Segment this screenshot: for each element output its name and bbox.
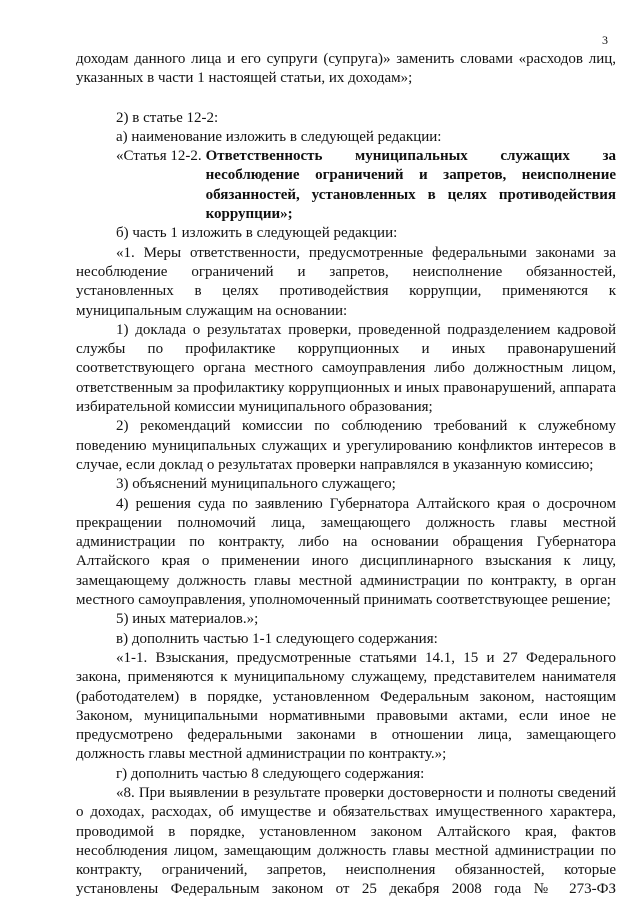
- article-title: [116, 147, 616, 224]
- paragraph: в) дополнить частью 1-1 следующего содержания:: [116, 630, 438, 647]
- paragraph: «1. Меры ответственности, предусмотренные федеральными законами за несоблюдение ограничений и запретов, неисполнение обязанностей, установленных в целях противодействия коррупции, применяются к муниципальным служащим на основании:: [76, 244, 616, 319]
- paragraph: г) дополнить частью 8 следующего содержания:: [116, 765, 425, 782]
- paragraph: 3) объяснений муниципального служащего;: [116, 476, 396, 493]
- article-title-text: Ответственность муниципальных служащих за несоблюдение ограничений и запретов, неисполнение обязанностей, установленных в целях противодействия коррупции»;: [205, 148, 616, 223]
- paragraph: 5) иных материалов.»;: [116, 611, 259, 628]
- paragraph: а) наименование изложить в следующей редакции:: [116, 128, 442, 145]
- paragraph: 2) рекомендаций комиссии по соблюдению требований к служебному поведению муниципальных служащих и урегулированию конфликтов интересов в случае, если доклад о результатах проверки направлялся в указанную комиссию;: [76, 418, 616, 473]
- paragraph: 1) доклада о результатах проверки, проведенной подразделением кадровой службы по профилактике коррупционных и иных правонарушений соответствующего органа местного самоуправления либо должностным лицом, ответственным за профилактику коррупционных и иных правонарушений, аппарата избирательной комиссии муниципального образования;: [76, 321, 616, 416]
- paragraph: 4) решения суда по заявлению Губернатора Алтайского края о досрочном прекращении полномочий лица, замещающего должность главы местной администрации по контракту, либо на основании обращения Губернатора Алтайского края о применении иного дисциплинарного взыскания к лицу, замещающему должность главы местной администрации по контракту, в орган местного самоуправления, уполномоченный принимать соответствующее решение;: [76, 495, 616, 609]
- paragraph: б) часть 1 изложить в следующей редакции:: [116, 225, 398, 242]
- paragraph: «8. При выявлении в результате проверки достоверности и полноты сведений о доходах, расходах, об имуществе и обязательствах имущественного характера, проводимой в порядке, установленном законом Алтайского края, фактов несоблюдения лицом, замещающим должность главы местной администрации по контракту, ограничений, запретов, неисполнения обязанностей, которые установлены Федеральным законом от 25 декабря 2008 года № 273-ФЗ: [76, 784, 616, 898]
- paragraph: доходам данного лица и его супруги (супруга)» заменить словами «расходов лиц, указанных в части 1 настоящей статьи, их доходам»;: [76, 51, 616, 87]
- article-title-prefix: «Статья 12-2.: [116, 148, 202, 165]
- page-number: 3: [602, 33, 608, 47]
- document-body: [76, 50, 616, 900]
- paragraph: 2) в статье 12-2:: [116, 109, 219, 126]
- paragraph: «1-1. Взыскания, предусмотренные статьями 14.1, 15 и 27 Федерального закона, применяются к муниципальному служащему, представителем нанимателя (работодателем) в порядке, установленном Федеральным законом, настоящим Законом, муниципальными нормативными правовыми актами, если иное не предусмотрено федеральными законами в отношении лица, замещающего должность главы местной администрации по контракту.»;: [76, 649, 616, 763]
